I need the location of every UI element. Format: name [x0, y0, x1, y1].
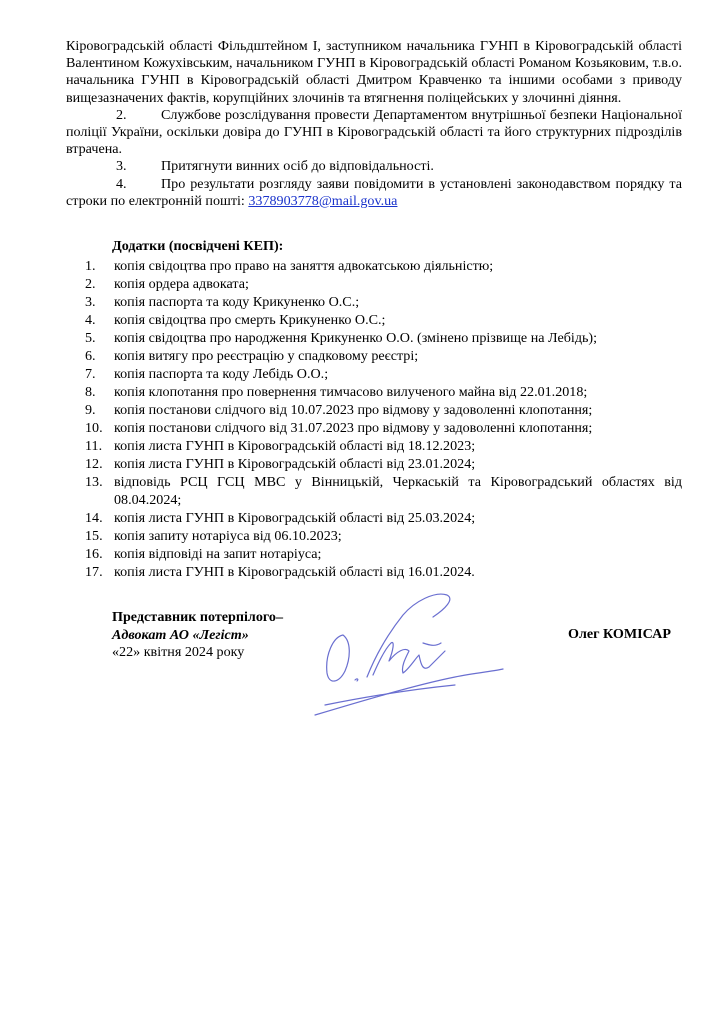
attachment-item: [85, 401, 682, 419]
attachment-item: [85, 293, 682, 311]
attachment-number: 9.: [85, 402, 96, 418]
attachment-item: [85, 347, 682, 365]
representative-org: Адвокат АО «Легіст»: [112, 626, 249, 643]
attachment-text: відповідь РСЦ ГСЦ МВС у Вінницькій, Черкаській та Кіровоградський областях від 08.04.2024;: [114, 474, 682, 508]
attachment-item: [85, 311, 682, 329]
attachment-item: [85, 365, 682, 383]
attachment-number: 7.: [85, 366, 96, 382]
attachment-number: 1.: [85, 258, 96, 274]
attachment-text: копія постанови слідчого від 31.07.2023 про відмову у задоволенні клопотання;: [114, 420, 593, 436]
attachment-number: 14.: [85, 510, 103, 526]
attachment-text: копія листа ГУНП в Кіровоградській області від 16.01.2024.: [114, 564, 475, 580]
signatory-name: Олег КОМІСАР: [568, 626, 671, 642]
signature-block: [112, 609, 283, 662]
attachment-text: копія паспорта та коду Крикуненко О.С.;: [114, 294, 360, 310]
attachment-item: [85, 527, 682, 545]
attachment-item: [85, 329, 682, 347]
request-number: 4.: [116, 175, 127, 192]
attachment-number: 4.: [85, 312, 96, 328]
attachment-text: копія ордера адвоката;: [114, 276, 249, 292]
attachment-text: копія листа ГУНП в Кіровоградській області від 23.01.2024;: [114, 456, 476, 472]
request-number: 2.: [116, 106, 127, 123]
attachment-number: 16.: [85, 546, 103, 562]
attachment-item: [85, 419, 682, 437]
attachment-text: копія відповіді на запит нотаріуса;: [114, 546, 322, 562]
attachment-item: [85, 257, 682, 275]
attachment-number: 8.: [85, 384, 96, 400]
attachment-item: [85, 455, 682, 473]
attachment-number: 6.: [85, 348, 96, 364]
intro-paragraph: Кіровоградській області Фільдштейном І, заступником начальника ГУНП в Кіровоградській області Валентином Кожухівським, начальником ГУНП в Кіровоградській області Романом Козьяковим, т.в.о. начальника ГУНП в Кіровоградській області Дмитром Кравченко та іншими особами з приводу вищезазначених фактів, корупційних злочинів та втягнення поліцейських у злочинні діяння.: [66, 38, 682, 106]
request-item-3: [66, 158, 682, 175]
request-item-4: [66, 176, 682, 210]
request-number: 3.: [116, 158, 127, 175]
attachment-text: копія запиту нотаріуса від 06.10.2023;: [114, 528, 342, 544]
attachment-number: 3.: [85, 294, 96, 310]
attachment-text: копія свідоцтва про смерть Крикуненко О.С.;: [114, 312, 386, 328]
attachment-text: копія листа ГУНП в Кіровоградській області від 25.03.2024;: [114, 510, 476, 526]
attachment-number: 12.: [85, 456, 103, 472]
attachment-item: [85, 275, 682, 293]
attachment-number: 17.: [85, 564, 103, 580]
attachment-text: копія свідоцтва про право на заняття адвокатською діяльністю;: [114, 258, 494, 274]
email-link[interactable]: 3378903778@mail.gov.ua: [248, 192, 398, 209]
attachment-text: копія клопотання про повернення тимчасово вилученого майна від 22.01.2018;: [114, 384, 588, 400]
attachment-text: копія листа ГУНП в Кіровоградській області від 18.12.2023;: [114, 438, 476, 454]
request-text: Притягнути винних осіб до відповідальності.: [161, 158, 434, 175]
attachment-item: [85, 563, 682, 581]
signature-date: «22» квітня 2024 року: [112, 644, 245, 660]
attachment-number: 13.: [85, 474, 103, 490]
attachment-item: [85, 545, 682, 563]
attachment-number: 5.: [85, 330, 96, 346]
attachment-text: копія постанови слідчого від 10.07.2023 про відмову у задоволенні клопотання;: [114, 402, 593, 418]
request-item-2: [66, 107, 682, 159]
attachment-text: копія паспорта та коду Лебідь О.О.;: [114, 366, 329, 382]
attachment-number: 10.: [85, 420, 103, 436]
attachment-item: [85, 383, 682, 401]
attachment-item: [85, 509, 682, 527]
attachment-number: 11.: [85, 438, 103, 454]
attachment-text: копія витягу про реєстрацію у спадковому реєстрі;: [114, 348, 419, 364]
attachment-text: копія свідоцтва про народження Крикуненко О.О. (змінено прізвище на Лебідь);: [114, 330, 598, 346]
attachment-number: 15.: [85, 528, 103, 544]
representative-role: Представник потерпілого–: [112, 609, 284, 625]
handwritten-signature: [305, 585, 505, 735]
attachment-number: 2.: [85, 276, 96, 292]
body-text: [66, 38, 682, 210]
attachments-list: [85, 257, 682, 581]
request-text: Про результати розгляду заяви повідомити в установлені законодавством порядку та строки по електронній пошті:: [66, 175, 682, 209]
request-text: Службове розслідування провести Департаментом внутрішньої безпеки Національної поліції України, оскільки довіра до ГУНП в Кіровоградській області та його структурних підрозділів втрачена.: [66, 106, 682, 158]
attachments-title: Додатки (посвідчені КЕП):: [112, 238, 284, 254]
attachment-item: [85, 473, 682, 509]
attachment-item: [85, 437, 682, 455]
